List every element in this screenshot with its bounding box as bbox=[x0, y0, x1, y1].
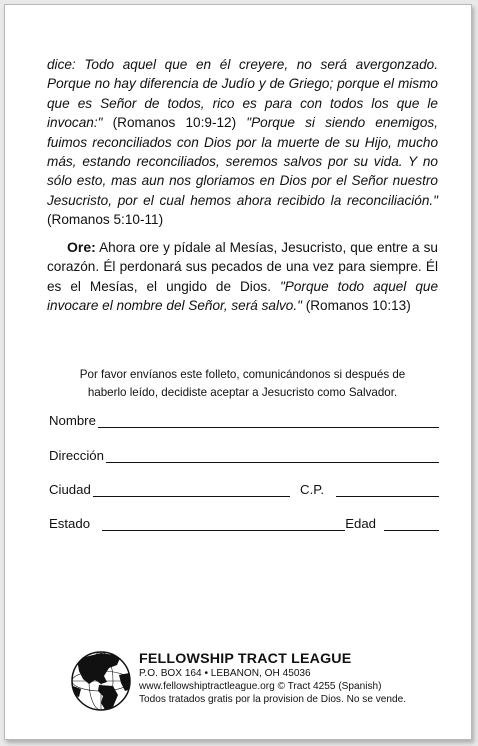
edad-field[interactable] bbox=[384, 517, 439, 531]
ciudad-label: Ciudad bbox=[49, 482, 91, 497]
scripture-paragraph bbox=[47, 55, 438, 230]
free-distribution-note: Todos tratados gratis por la provision de Dios. No se vende. bbox=[139, 694, 407, 705]
globe-logo-icon bbox=[71, 651, 131, 711]
mailing-address: P.O. BOX 164 • LEBANON, OH 45036 bbox=[139, 668, 311, 679]
ciudad-row bbox=[49, 479, 439, 497]
cp-field[interactable] bbox=[336, 483, 439, 497]
reference-romans-5-10-11: (Romanos 5:10-11) bbox=[47, 212, 164, 228]
estado-row bbox=[49, 513, 439, 531]
nombre-field[interactable] bbox=[98, 414, 439, 428]
response-instructions bbox=[47, 366, 438, 402]
instructions-line-1: Por favor envíanos este folleto, comunicándonos si después de bbox=[79, 368, 406, 381]
prayer-paragraph bbox=[47, 238, 438, 316]
ore-label: Ore: bbox=[67, 239, 96, 255]
scripture-quote-romans-10: dice: Todo aquel que en él creyere, no será avergonzado. Porque no hay diferencia de Judío y de Griego; porque el mismo que es Señor de todos, rico es para con todos los que le invocan:" bbox=[47, 57, 438, 131]
prayer-text: Ahora ore y pídale al Mesías, Jesucristo, que entre a su corazón. Él perdonará sus pecados de una vez para siempre. Él es el Mesías, el ungido de Dios. bbox=[47, 240, 438, 294]
direccion-field[interactable] bbox=[106, 449, 439, 463]
organization-name: FELLOWSHIP TRACT LEAGUE bbox=[139, 651, 352, 667]
scripture-quote-romans-5: "Porque si siendo enemigos, fuimos reconciliados con Dios por la muerte de su Hijo, mucho más, estando reconciliados, seremos salvos por su vida. Y no sólo esto, mas aun nos gloriamos en Dios por el Señor nuestro Jesucristo, por el cual hemos ahora recibido la reconciliación." bbox=[47, 115, 438, 208]
reference-romans-10-9-12: (Romanos 10:9-12) bbox=[102, 115, 247, 131]
estado-field[interactable] bbox=[102, 517, 345, 531]
edad-label: Edad bbox=[345, 516, 376, 531]
tract-page bbox=[4, 4, 472, 740]
cp-label: C.P. bbox=[300, 482, 324, 497]
nombre-row bbox=[49, 410, 439, 428]
nombre-label: Nombre bbox=[49, 413, 96, 428]
website-and-tract-number: www.fellowshiptractleague.org © Tract 4255 (Spanish) bbox=[139, 681, 382, 692]
estado-label: Estado bbox=[49, 516, 91, 531]
scripture-quote-romans-10-13: "Porque todo aquel que invocare el nombre del Señor, será salvo." bbox=[47, 278, 439, 314]
instructions-line-2: haberlo leído, decidiste aceptar a Jesucristo como Salvador. bbox=[87, 386, 398, 399]
direccion-label: Dirección bbox=[49, 448, 104, 463]
ciudad-field[interactable] bbox=[93, 483, 290, 497]
direccion-row bbox=[49, 445, 439, 463]
reference-romans-10-13: (Romanos 10:13) bbox=[301, 298, 411, 314]
